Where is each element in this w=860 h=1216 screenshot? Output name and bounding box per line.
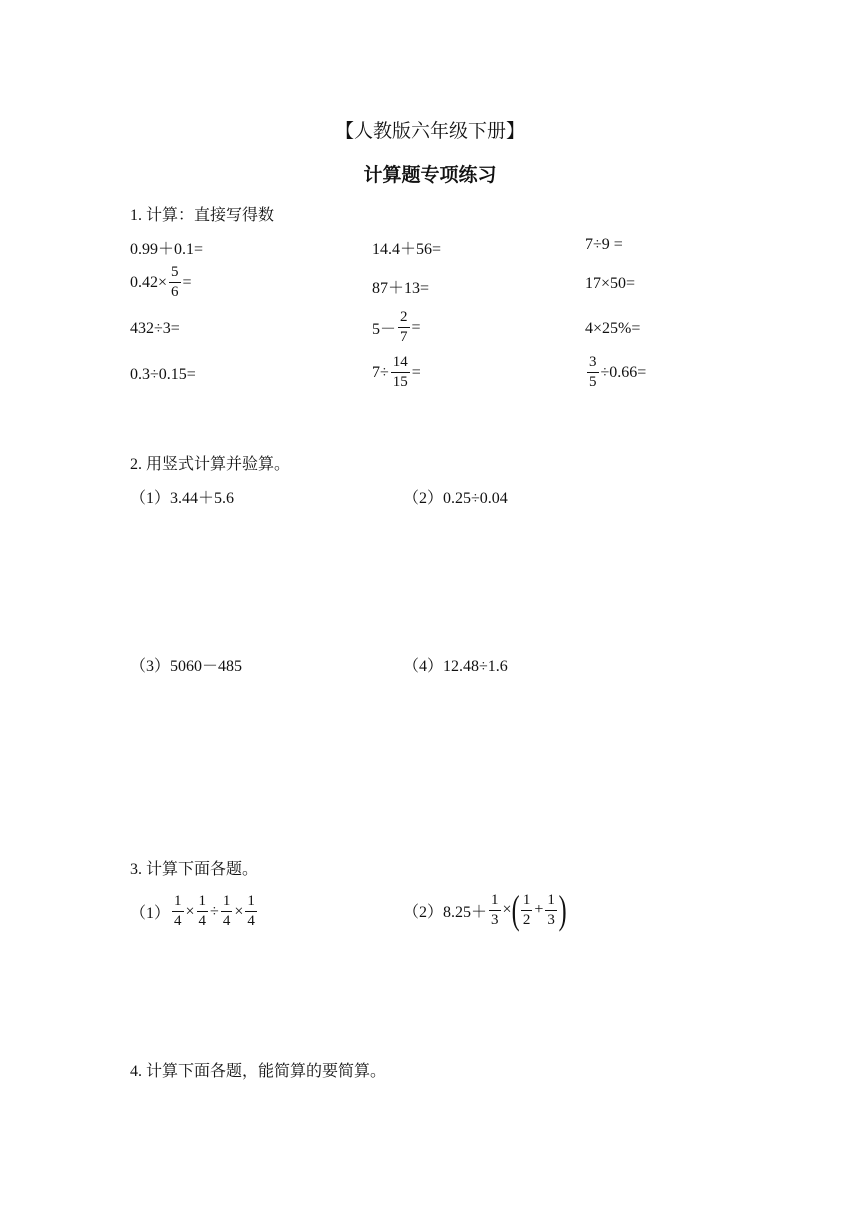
operator: ×: [234, 902, 244, 920]
fraction: [398, 310, 410, 345]
fraction: [197, 894, 209, 929]
q2-item-4: （4）12.48÷1.6: [403, 658, 508, 675]
q1-item: 4×25%=: [585, 320, 641, 337]
q2-item-2: （2）0.25÷0.04: [403, 490, 508, 507]
denominator: 3: [547, 911, 555, 928]
denominator: 4: [174, 913, 182, 929]
numerator: 1: [221, 894, 233, 912]
item-label: （1）: [130, 905, 171, 922]
denominator: 4: [247, 913, 255, 929]
expr-text: 5－: [372, 321, 397, 338]
denominator: 5: [589, 374, 597, 390]
right-paren: ): [558, 887, 567, 932]
operator: +: [534, 901, 544, 918]
numerator: 3: [587, 355, 599, 373]
denominator: 2: [522, 911, 531, 928]
fraction: [172, 894, 184, 929]
numerator: 1: [521, 893, 533, 911]
q1-item: 7÷9 =: [585, 236, 623, 253]
q1-item: 0.3÷0.15=: [130, 366, 196, 383]
expr-text: ÷0.66=: [600, 363, 647, 381]
q1-item: [130, 265, 192, 300]
numerator: 14: [391, 355, 410, 373]
q2-item-1: （1）3.44＋5.6: [130, 490, 235, 507]
expr-text: =: [411, 363, 421, 381]
numerator: 1: [172, 894, 184, 912]
question-3-heading: 3. 计算下面各题。: [130, 861, 259, 878]
q1-item: [372, 355, 421, 390]
numerator: 1: [545, 893, 557, 911]
q3-item-1: [130, 894, 259, 929]
fraction: [521, 893, 533, 928]
fraction: [221, 894, 233, 929]
operator: ÷: [210, 902, 219, 920]
denominator: 3: [491, 911, 499, 928]
numerator: 5: [169, 265, 181, 283]
expr-text: 8.25＋: [443, 903, 488, 921]
operator: ×: [502, 901, 512, 918]
fraction: [489, 893, 501, 928]
q3-item-2: [403, 887, 567, 932]
denominator: 7: [400, 329, 408, 345]
numerator: 1: [197, 894, 209, 912]
q1-item: 14.4＋56=: [372, 241, 442, 258]
expr-text: =: [411, 318, 421, 336]
fraction: [391, 355, 410, 390]
operator: ×: [185, 902, 195, 920]
q1-item: 17×50=: [585, 275, 636, 292]
expr-text: =: [182, 273, 192, 291]
item-label: （2）: [403, 903, 444, 921]
question-2-heading: 2. 用竖式计算并验算。: [130, 456, 291, 473]
fraction: [587, 355, 599, 390]
numerator: 1: [489, 893, 501, 911]
q1-item: [585, 355, 646, 390]
q1-item: 432÷3=: [130, 320, 180, 337]
question-4-heading: 4. 计算下面各题，能简算的要简算。: [130, 1063, 387, 1080]
expr-text: 0.42×: [130, 273, 168, 291]
q1-item: 0.99＋0.1=: [130, 241, 204, 258]
fraction: [545, 893, 557, 928]
denominator: 4: [198, 913, 207, 929]
numerator: 2: [398, 310, 410, 328]
book-header: 【人教版六年级下册】: [334, 121, 525, 142]
denominator: 6: [171, 284, 179, 300]
q1-item: [372, 310, 421, 345]
numerator: 1: [245, 894, 257, 912]
fraction: [245, 894, 257, 929]
left-paren: (: [511, 887, 520, 932]
expr-text: 7÷: [372, 363, 389, 381]
question-1-heading: 1. 计算：直接写得数: [130, 207, 275, 224]
q1-item: 87＋13=: [372, 280, 430, 297]
q2-item-3: （3）5060－485: [130, 658, 243, 675]
denominator: 4: [222, 913, 231, 929]
page-title: 计算题专项练习: [363, 165, 497, 186]
fraction: [169, 265, 181, 300]
denominator: 15: [392, 374, 408, 390]
